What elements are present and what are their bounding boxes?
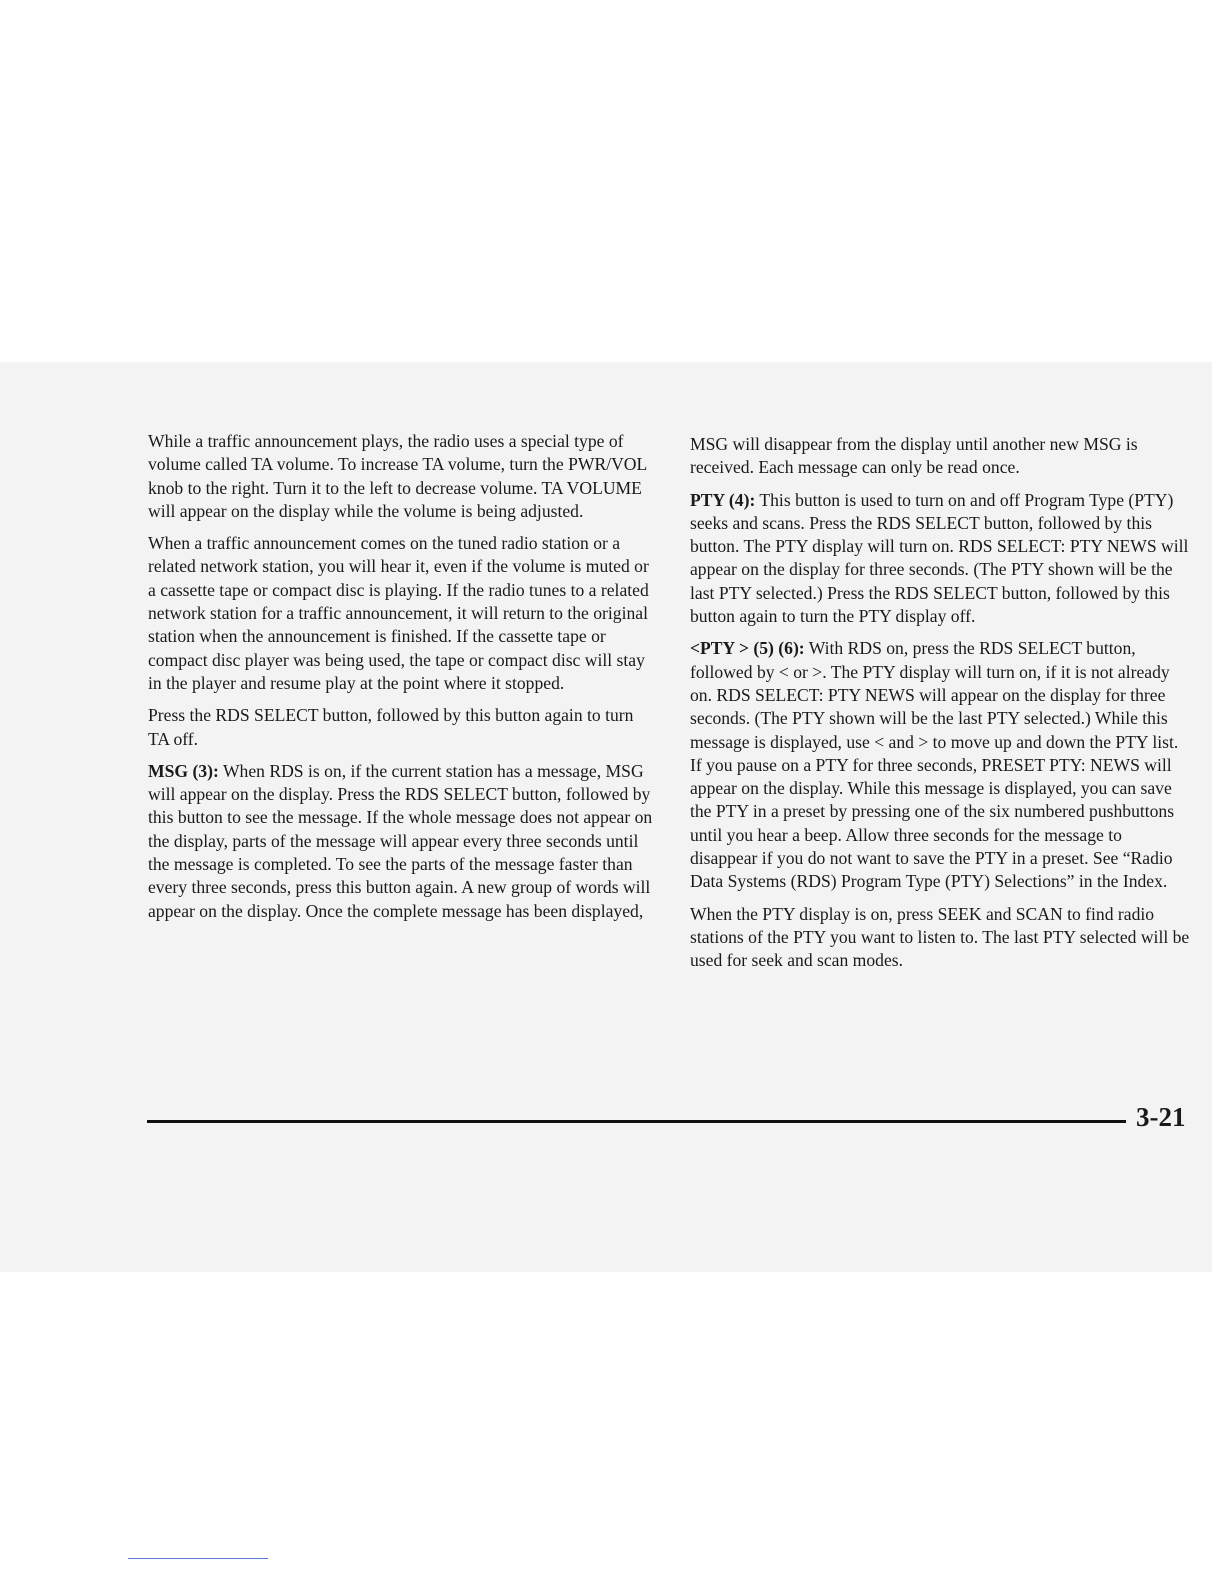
pty-arrows-body: With RDS on, press the RDS SELECT button, followed by < or >. The PTY display will turn on, if it is not already on. RDS SELECT: PTY NEWS will appear on the display for three seconds. (The PTY shown will be the last PTY selected.) While this message is displayed, use < and > to move up and down the PTY list. If you pause on a PTY for three seconds, PRESET PTY: NEWS will appear on the display. While this message is displayed, you can save the PTY in a preset by pressing one of the six numbered pushbuttons until you hear a beep. Allow three seconds for the message to disappear if you do not want to save the PTY in a preset. See “Radio Data Systems (RDS) Program Type (PTY) Selections” in the Index.: [690, 638, 1179, 892]
left-column: [148, 430, 653, 932]
paragraph-msg: [148, 760, 653, 923]
pty-arrows-heading: <PTY > (5) (6):: [690, 638, 805, 659]
bottom-divider: [128, 1558, 268, 1559]
pty-body: This button is used to turn on and off Program Type (PTY) seeks and scans. Press the RDS SELECT button, followed by this button. The PTY display will turn on. RDS SELECT: PTY NEWS will appear on the display for three seconds. (The PTY shown will be the last PTY selected.) Press the RDS SELECT button, followed by this button again to turn the PTY display off.: [690, 489, 1189, 627]
paragraph-ta-off: Press the RDS SELECT button, followed by this button again to turn TA off.: [148, 705, 634, 749]
paragraph-traffic-announcement: When a traffic announcement comes on the tuned radio station or a related network station, you will hear it, even if the volume is muted or a cassette tape or compact disc is playing. If the radio tunes to a related network station for a traffic announcement, it will return to the original station when the announcement is finished. If the cassette tape or compact disc player was being used, the tape or compact disc will stay in the player and resume play at the point where it stopped.: [148, 533, 649, 693]
msg-body: When RDS is on, if the current station has a message, MSG will appear on the display. Press the RDS SELECT button, followed by this button to see the message. If the whole message does not appear on the display, parts of the message will appear every three seconds until the message is completed. To see the parts of the message faster than every three seconds, press this button again. A new group of words will appear on the display. Once the complete message has been displayed,: [148, 760, 653, 921]
paragraph-msg-continued: MSG will disappear from the display until another new MSG is received. Each message can only be read once.: [690, 434, 1138, 478]
page-number: 3-21: [1136, 1102, 1186, 1132]
msg-heading: MSG (3):: [148, 760, 219, 781]
paragraph-seek-scan: When the PTY display is on, press SEEK and SCAN to find radio stations of the PTY you want to listen to. The last PTY selected will be used for seek and scan modes.: [690, 903, 1190, 971]
right-column: [690, 433, 1190, 982]
paragraph-ta-volume: While a traffic announcement plays, the radio uses a special type of volume called TA volume. To increase TA volume, turn the PWR/VOL knob to the right. Turn it to the left to decrease volume. TA VOLUME will appear on the display while the volume is being adjusted.: [148, 431, 647, 521]
footer-rule: [147, 1120, 1126, 1123]
pty-heading: PTY (4):: [690, 489, 756, 510]
paragraph-pty: [690, 489, 1190, 629]
paragraph-pty-arrows: [690, 637, 1190, 893]
